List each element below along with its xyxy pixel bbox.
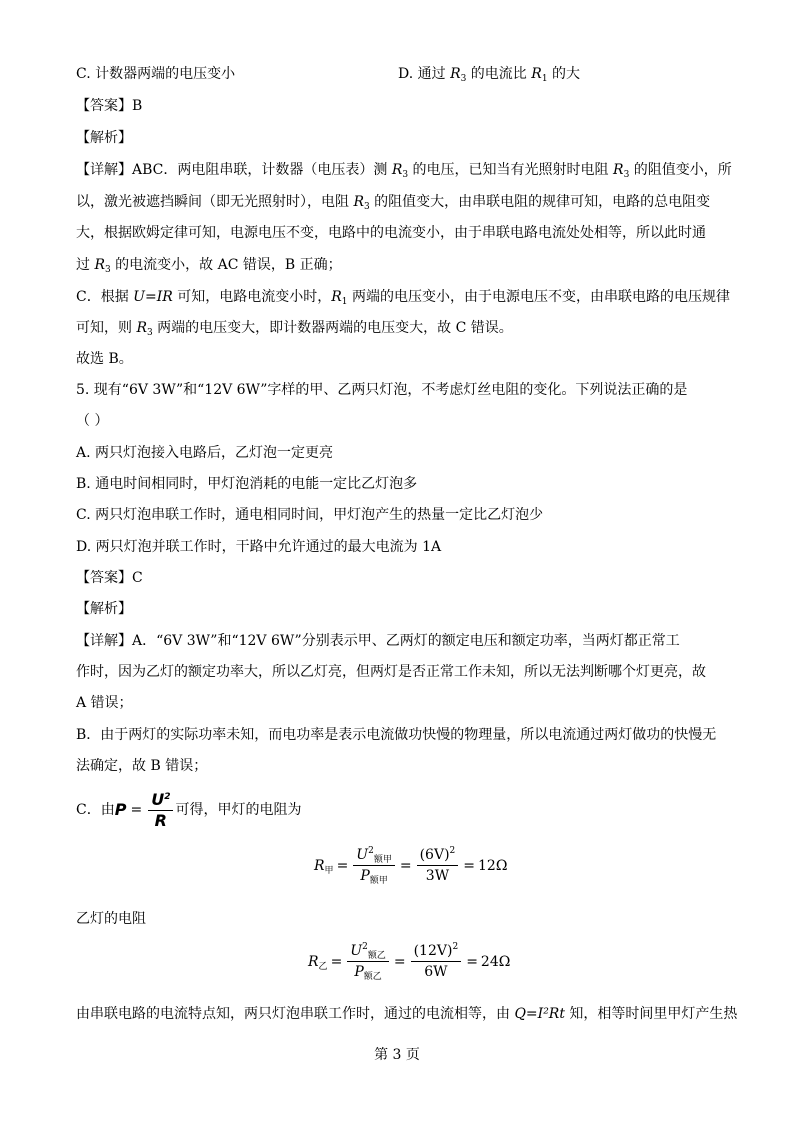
q5-detail-b-line-2: 法确定，故 B 错误； (76, 758, 208, 774)
q5-yi-resistance-label: 乙灯的电阻 (76, 911, 146, 927)
q5-stem-line-1: 5. 现有“6V 3W”和“12V 6W”字样的甲、乙两只灯泡，不考虑灯丝电阻的变化。下列说法正确的是 (76, 382, 688, 398)
formula-power-symbol: P (114, 800, 127, 819)
q5-detail-a-line-1: 【详解】A．“6V 3W”和“12V 6W”分别表示甲、乙两灯的额定电压和额定功率，当两灯都正常工 (76, 633, 680, 649)
q4-detail-line-1: 【详解】ABC．两电阻串联，计数器（电压表）测 $R_3$ 的电压，已知当有光照射时电阻 $R_3$ 的阻值变小，所 (76, 162, 732, 180)
q5-option-d: D. 两只灯泡并联工作时，干路中允许通过的最大电流为 1A (76, 539, 442, 555)
q5-option-c: C. 两只灯泡串联工作时，通电相同时间，甲灯泡产生的热量一定比乙灯泡少 (76, 507, 544, 523)
q4-analysis-tag: 【解析】 (76, 130, 132, 146)
q4-detail-line-3: 大，根据欧姆定律可知，电源电压不变，电路中的电流变小，由于串联电路电流处处相等，所以此时通 (76, 225, 706, 241)
equation-r-jia: $R_甲$ = $\frac{U^2_{额甲}}{P_{额甲}}$ = $\frac{(6V)^2}{3W}$ = 12Ω (314, 846, 508, 886)
q5-option-a: A. 两只灯泡接入电路后，乙灯泡一定更亮 (76, 445, 334, 461)
q4-detail-c-line-1: C．根据 U=IR 可知，电路电流变小时，$R_1$ 两端的电压变小，由于电源电压不变，由串联电路的电压规律 (76, 289, 730, 307)
q4-choose: 故选 B。 (76, 351, 133, 367)
page-number: 第 3 页 (374, 1047, 420, 1063)
q4-option-c: C. 计数器两端的电压变小 (76, 66, 236, 82)
q5-detail-a-line-2: 作时，因为乙灯的额定功率大，所以乙灯亮，但两灯是否正常工作未知，所以无法判断哪个灯更亮，故 (76, 664, 706, 680)
q5-answer: 【答案】C (76, 570, 143, 586)
q5-detail-c-last-line: 由串联电路的电流特点知，两只灯泡串联工作时，通过的电流相等，由 Q=I²Rt 知，相等时间里甲灯产生热 (76, 1006, 738, 1022)
q4-detail-line-2: 以，激光被遮挡瞬间（即无光照射时），电阻 $R_3$ 的阻值变大，由串联电阻的规律可知，电路的总电阻变 (76, 194, 711, 212)
q4-answer: 【答案】B (76, 98, 143, 114)
q5-detail-c-formula-line: C．由 P = $\frac{U^2}{R}$ 可得，甲灯的电阻为 (76, 788, 301, 832)
q5-analysis-tag: 【解析】 (76, 601, 132, 617)
q5-detail-a-line-3: A 错误； (76, 695, 133, 711)
q5-option-b: B. 通电时间相同时，甲灯泡消耗的电能一定比乙灯泡多 (76, 476, 418, 492)
q4-detail-c-line-2: 可知，则 $R_3$ 两端的电压变大，即计数器两端的电压变大，故 C 错误。 (76, 320, 513, 338)
q4-detail-line-4: 过 $R_3$ 的电流变小，故 AC 错误，B 正确； (76, 257, 342, 275)
q5-detail-b-line-1: B．由于两灯的实际功率未知，而电功率是表示电流做功快慢的物理量，所以电流通过两灯做功的快慢无 (76, 727, 717, 743)
q4-option-d: D. 通过 $R_3$ 的电流比 $R_1$ 的大 (398, 66, 580, 84)
equation-r-yi: $R_乙$ = $\frac{U^2_{额乙}}{P_{额乙}}$ = $\frac{(12V)^2}{6W}$ = 24Ω (308, 942, 511, 982)
formula-fraction: $\frac{U^2}{R}$ (148, 791, 173, 830)
q5-stem-line-2: （ ） (76, 413, 109, 429)
